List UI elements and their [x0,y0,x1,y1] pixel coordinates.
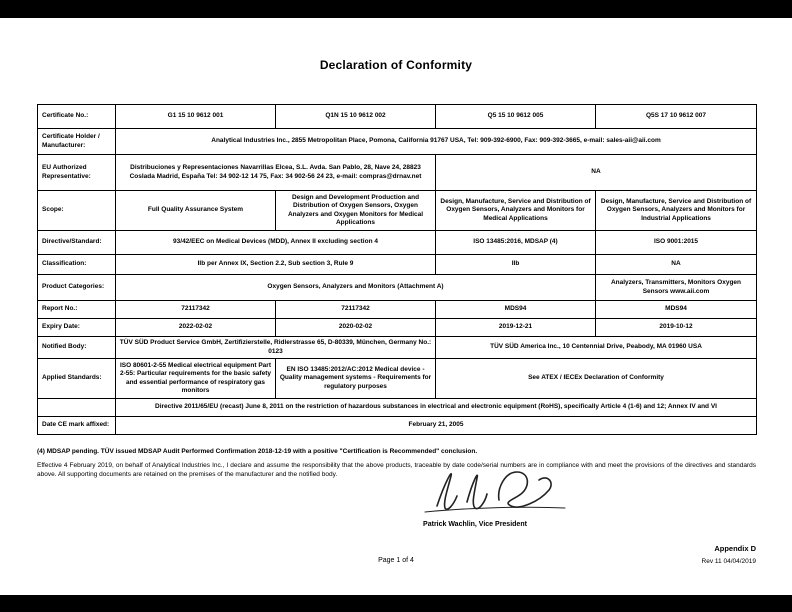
table-cell: 2019-10-12 [596,319,757,337]
notes-section [37,448,756,479]
table-cell: Q5S 17 10 9612 007 [596,105,757,129]
table-row [38,417,757,435]
footnote-mdsap: (4) MDSAP pending. TÜV issued MDSAP Audit Performed Confirmation 2018-12-19 with a positive "Certification is Recommended" conclusion. [37,448,478,455]
table-cell: EN ISO 13485:2012/AC:2012 Medical device - Quality management systems - Requirements for regulatory purposes [276,359,436,399]
row-label-rohs [38,399,116,417]
table-cell: February 21, 2005 [116,417,757,435]
table-cell: Design, Manufacture, Service and Distribution of Oxygen Sensors, Analyzers and Monitors for Medical Applications [436,191,596,231]
row-label-scope: Scope: [38,191,116,231]
table-cell: 72117342 [116,301,276,319]
row-label-directive-standard: Directive/Standard: [38,231,116,255]
table-cell: TÜV SÜD America Inc., 10 Centennial Drive, Peabody, MA 01960 USA [436,337,757,359]
table-row [38,191,757,231]
table-cell: See ATEX / IECEx Declaration of Conformity [436,359,757,399]
table-cell: ISO 13485:2016, MDSAP (4) [436,231,596,255]
table-row [38,129,757,155]
table-cell: TÜV SÜD Product Service GmbH, Zertifizierstelle, Ridlerstrasse 65, D-80339, München, Germany No.: 0123 [116,337,436,359]
table-cell: Design, Manufacture, Service and Distribution of Oxygen Sensors, Analyzers and Monitors for Industrial Applications [596,191,757,231]
conformity-table [37,104,757,435]
table-row [38,301,757,319]
signatory-name: Patrick Wachlin, Vice President [423,521,527,528]
table-row [38,231,757,255]
table-cell: ISO 80601-2-55 Medical electrical equipment Part 2-55: Particular requirements for the basic safety and essential performance of respiratory gas monitors [116,359,276,399]
table-cell: G1 15 10 9612 001 [116,105,276,129]
table-cell: MDS94 [596,301,757,319]
table-cell: 72117342 [276,301,436,319]
table-cell: 2020-02-02 [276,319,436,337]
table-row [38,337,757,359]
table-cell: Full Quality Assurance System [116,191,276,231]
table-row [38,105,757,129]
table-row [38,275,757,301]
row-label-certificate-holder: Certificate Holder / Manufacturer: [38,129,116,155]
signature [415,462,575,520]
table-cell: Q5 15 10 9612 005 [436,105,596,129]
table-row [38,319,757,337]
table-cell: Analytical Industries Inc., 2855 Metropolitan Place, Pomona, California 91767 USA, Tel: 909-392-6900, Fax: 909-392-3665, e-mail: sales-aii@aii.com [116,129,757,155]
letterbox-top [0,0,792,18]
table-cell: Distribuciones y Representaciones Navarrillas Elcea, S.L. Avda. San Pablo, 28, Nave 24, 28823 Coslada Madrid, España Tel: 34 902-12 14 75, Fax: 34 902-56 24 23, e-mail: compras@drnav.net [116,155,436,191]
table-cell: Analyzers, Transmitters, Monitors Oxygen Sensors www.aii.com [596,275,757,301]
letterbox-bottom [0,595,792,612]
table-cell: IIb per Annex IX, Section 2.2, Sub section 3, Rule 9 [116,255,436,275]
declaration-text: Effective 4 February 2019, on behalf of Analytical Industries Inc., I declare and assume the responsibility that the above products, traceable by date code/serial numbers are in compliance with and meet the provisions of the directives and standards above. All supporting documents are retained on the premises of the manufacturer and the notified body. [37,461,756,478]
table-row [38,359,757,399]
appendix-label: Appendix D [714,544,756,553]
table-row [38,399,757,417]
table-cell: MDS94 [436,301,596,319]
signature-scribble [415,462,575,520]
row-label-classification: Classification: [38,255,116,275]
row-label-notified-body: Notified Body: [38,337,116,359]
table-cell: IIb [436,255,596,275]
row-label-expiry-date: Expiry Date: [38,319,116,337]
row-label-ce-mark-date: Date CE mark affixed: [38,417,116,435]
table-row [38,255,757,275]
table-cell: NA [596,255,757,275]
row-label-report-no: Report No.: [38,301,116,319]
table-cell: 2022-02-02 [116,319,276,337]
table-cell: ISO 9001:2015 [596,231,757,255]
table-cell: Directive 2011/65/EU (recast) June 8, 2011 on the restriction of hazardous substances in electrical and electronic equipment (RoHS), specifically Article 4 (1-6) and 12; Annex IV and VI [116,399,757,417]
table-row [38,155,757,191]
table-cell: 93/42/EEC on Medical Devices (MDD), Annex II excluding section 4 [116,231,436,255]
row-label-eu-representative: EU Authorized Representative: [38,155,116,191]
page-number: Page 1 of 4 [378,557,414,564]
document-title: Declaration of Conformity [319,58,473,72]
row-label-certificate-no: Certificate No.: [38,105,116,129]
row-label-applied-standards: Applied Standards: [38,359,116,399]
row-label-product-categories: Product Categories: [38,275,116,301]
table-cell: Oxygen Sensors, Analyzers and Monitors (Attachment A) [116,275,596,301]
table-cell: 2019-12-21 [436,319,596,337]
table-cell: Q1N 15 10 9612 002 [276,105,436,129]
table-cell: Design and Development Production and Distribution of Oxygen Sensors, Oxygen Analyzers and Oxygen Monitors for Medical Applications [276,191,436,231]
revision-label: Rev 11 04/04/2019 [701,558,756,565]
table-cell: NA [436,155,757,191]
